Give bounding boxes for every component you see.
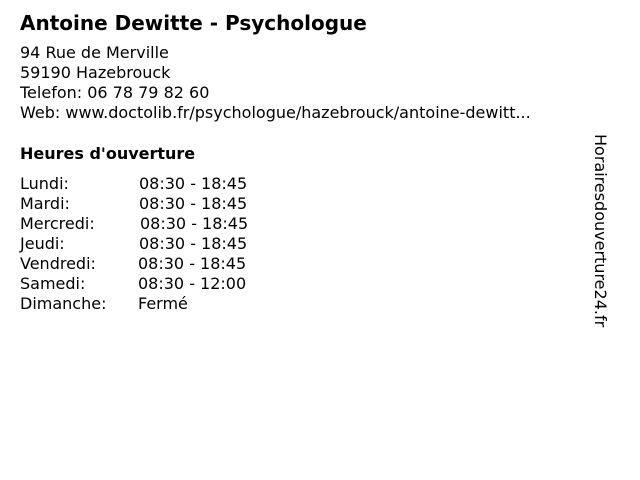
business-title: Antoine Dewitte - Psychologue (20, 11, 367, 35)
day-label: Vendredi: (20, 254, 96, 273)
city-postcode: 59190 Hazebrouck (20, 63, 171, 82)
time-range: 08:30 - 18:45 (139, 174, 248, 193)
website-link[interactable]: Web: www.doctolib.fr/psychologue/hazebrouck/antoine-dewitt... (20, 103, 531, 122)
day-label: Dimanche: (20, 294, 107, 313)
day-label: Lundi: (20, 174, 69, 193)
street-address: 94 Rue de Merville (20, 43, 169, 62)
time-range: 08:30 - 18:45 (139, 194, 248, 213)
phone-number: Telefon: 06 78 79 82 60 (20, 83, 210, 102)
day-label: Jeudi: (20, 234, 65, 253)
time-range: Fermé (138, 294, 188, 313)
day-label: Mercredi: (20, 214, 95, 233)
day-label: Mardi: (20, 194, 70, 213)
time-range: 08:30 - 12:00 (138, 274, 247, 293)
opening-hours-heading: Heures d'ouverture (20, 144, 196, 163)
site-brand-vertical: Horairesdouverture24.fr (591, 134, 610, 328)
time-range: 08:30 - 18:45 (139, 234, 248, 253)
day-label: Samedi: (20, 274, 86, 293)
time-range: 08:30 - 18:45 (140, 214, 249, 233)
time-range: 08:30 - 18:45 (138, 254, 247, 273)
business-address-block (20, 43, 531, 123)
